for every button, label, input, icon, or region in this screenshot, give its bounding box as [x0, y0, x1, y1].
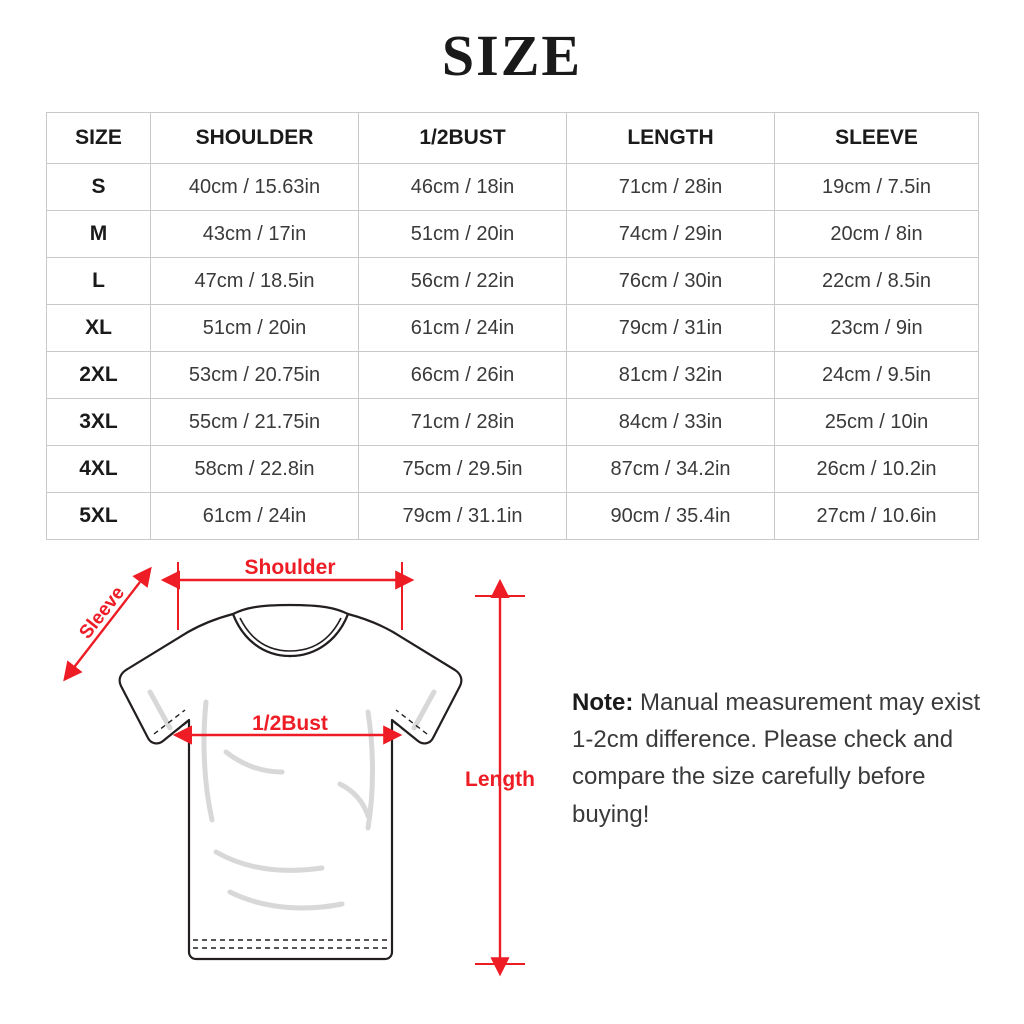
table-row — [47, 493, 979, 540]
cell-bust: 66cm / 26in — [359, 352, 567, 399]
size-table — [46, 112, 979, 540]
column-header-size: SIZE — [47, 113, 151, 164]
cell-sleeve: 22cm / 8.5in — [775, 258, 979, 305]
cell-length: 74cm / 29in — [567, 211, 775, 258]
cell-shoulder: 43cm / 17in — [151, 211, 359, 258]
cell-length: 90cm / 35.4in — [567, 493, 775, 540]
cell-size: M — [47, 211, 151, 258]
size-table-container — [46, 112, 978, 540]
cell-bust: 46cm / 18in — [359, 164, 567, 211]
cell-size: XL — [47, 305, 151, 352]
table-row — [47, 211, 979, 258]
cell-bust: 79cm / 31.1in — [359, 493, 567, 540]
cell-length: 71cm / 28in — [567, 164, 775, 211]
cell-bust: 56cm / 22in — [359, 258, 567, 305]
cell-shoulder: 61cm / 24in — [151, 493, 359, 540]
cell-length: 79cm / 31in — [567, 305, 775, 352]
table-row — [47, 258, 979, 305]
table-row — [47, 305, 979, 352]
cell-shoulder: 58cm / 22.8in — [151, 446, 359, 493]
cell-length: 84cm / 33in — [567, 399, 775, 446]
cell-sleeve: 27cm / 10.6in — [775, 493, 979, 540]
cell-size: 3XL — [47, 399, 151, 446]
table-row — [47, 352, 979, 399]
cell-size: S — [47, 164, 151, 211]
cell-size: 4XL — [47, 446, 151, 493]
cell-size: L — [47, 258, 151, 305]
cell-shoulder: 47cm / 18.5in — [151, 258, 359, 305]
cell-shoulder: 51cm / 20in — [151, 305, 359, 352]
cell-shoulder: 40cm / 15.63in — [151, 164, 359, 211]
cell-sleeve: 24cm / 9.5in — [775, 352, 979, 399]
cell-bust: 61cm / 24in — [359, 305, 567, 352]
cell-size: 5XL — [47, 493, 151, 540]
cell-size: 2XL — [47, 352, 151, 399]
column-header-shoulder: SHOULDER — [151, 113, 359, 164]
cell-length: 76cm / 30in — [567, 258, 775, 305]
cell-length: 87cm / 34.2in — [567, 446, 775, 493]
column-header-sleeve: SLEEVE — [775, 113, 979, 164]
cell-sleeve: 26cm / 10.2in — [775, 446, 979, 493]
tshirt-measurement-diagram — [30, 552, 590, 1012]
cell-sleeve: 25cm / 10in — [775, 399, 979, 446]
length-label: Length — [465, 768, 535, 791]
page-title: SIZE — [441, 23, 583, 88]
cell-length: 81cm / 32in — [567, 352, 775, 399]
column-header-bust: 1/2BUST — [359, 113, 567, 164]
cell-shoulder: 55cm / 21.75in — [151, 399, 359, 446]
sleeve-label: Sleeve — [75, 582, 130, 644]
table-row — [47, 446, 979, 493]
cell-shoulder: 53cm / 20.75in — [151, 352, 359, 399]
cell-bust: 71cm / 28in — [359, 399, 567, 446]
cell-bust: 75cm / 29.5in — [359, 446, 567, 493]
column-header-length: LENGTH — [567, 113, 775, 164]
table-row — [47, 164, 979, 211]
note-text: Manual measurement may exist 1-2cm difference. Please check and compare the size carefully before buying! — [572, 689, 981, 828]
note-label: Note: — [572, 689, 634, 716]
cell-bust: 51cm / 20in — [359, 211, 567, 258]
cell-sleeve: 23cm / 9in — [775, 305, 979, 352]
table-row — [47, 399, 979, 446]
note-block — [572, 684, 992, 833]
cell-sleeve: 20cm / 8in — [775, 211, 979, 258]
cell-sleeve: 19cm / 7.5in — [775, 164, 979, 211]
shoulder-label: Shoulder — [244, 556, 336, 579]
table-header-row — [47, 113, 979, 164]
bust-label: 1/2Bust — [252, 712, 328, 735]
